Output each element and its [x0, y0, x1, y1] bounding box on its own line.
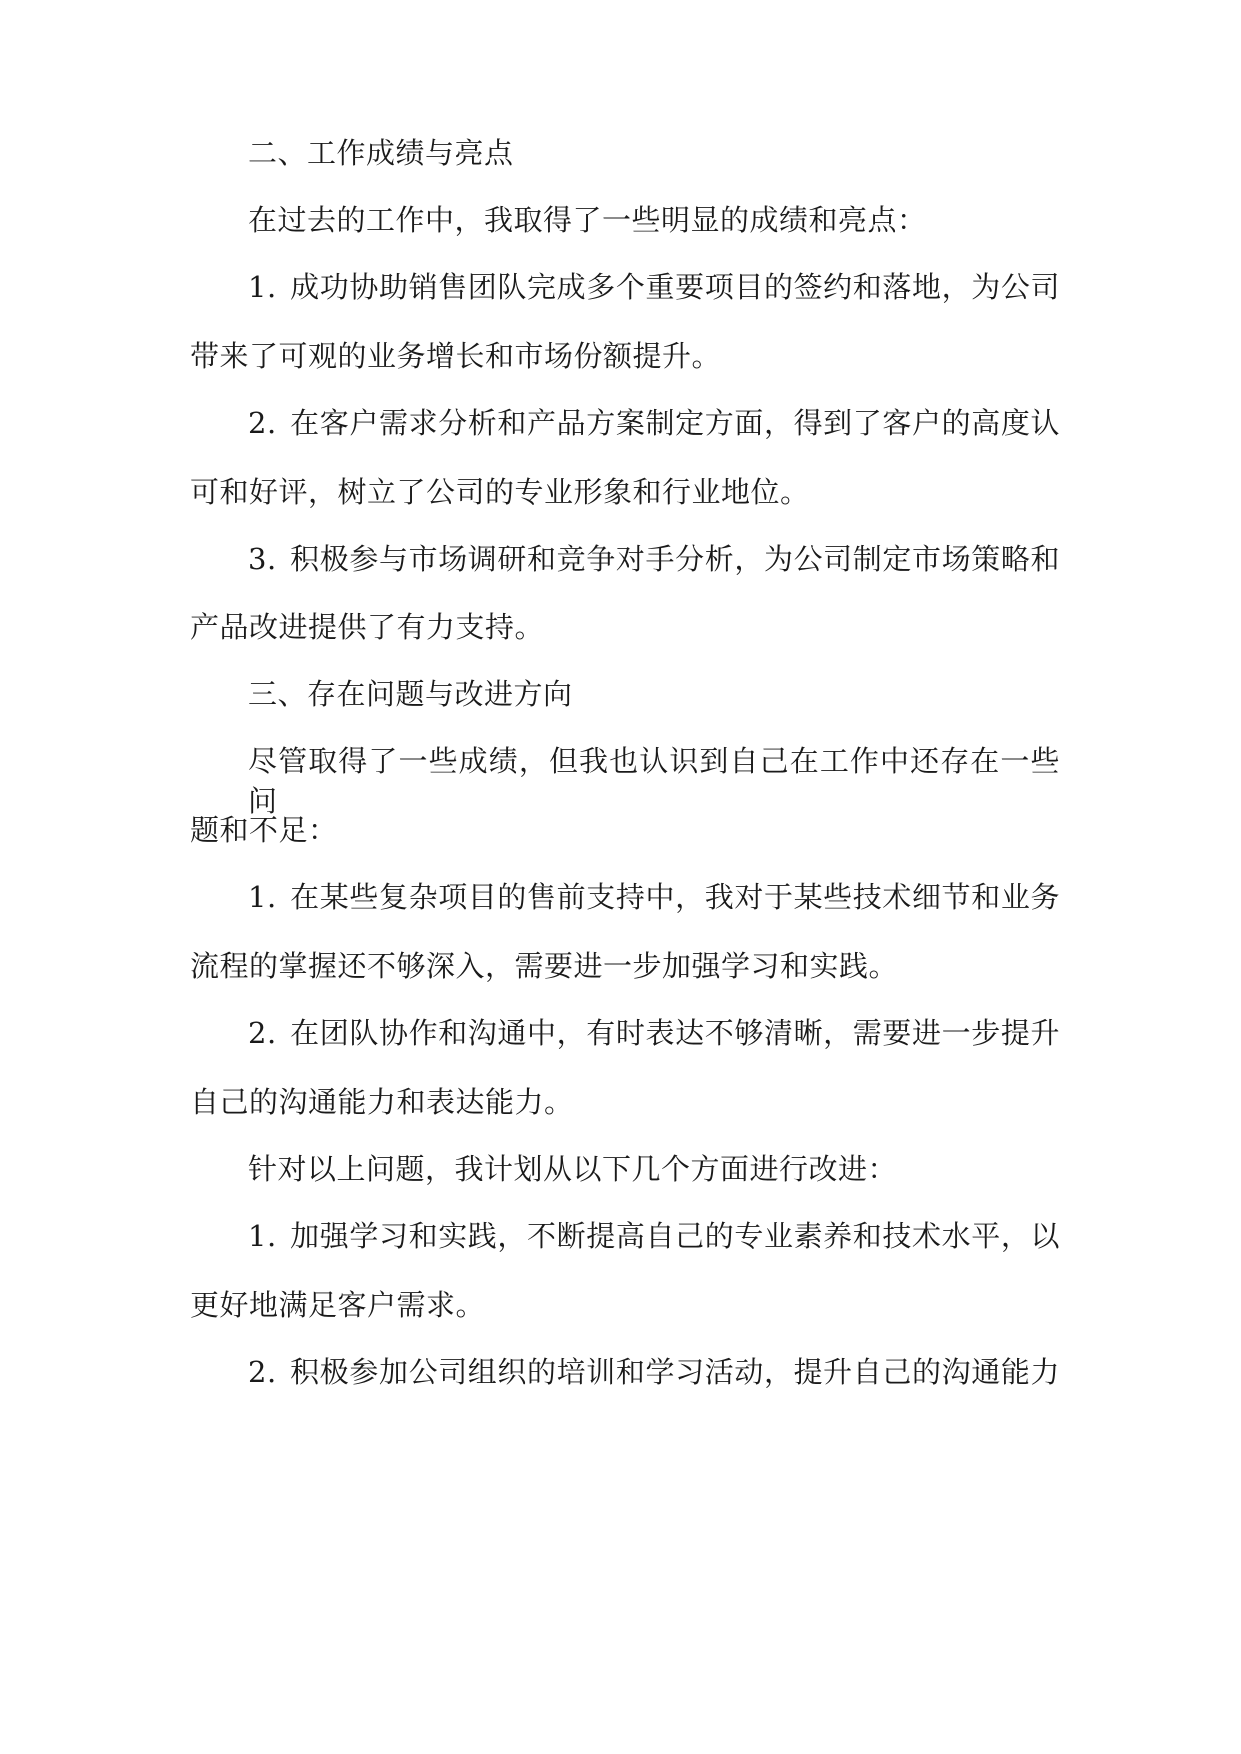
plan-intro: 针对以上问题，我计划从以下几个方面进行改进： — [248, 1152, 898, 1186]
problem-item-2 — [248, 1013, 1060, 1053]
list-item-text: 加强学习和实践，不断提高自己的专业素养和技术水平，以 — [290, 1219, 1060, 1253]
problems-intro-continued: 题和不足： — [190, 813, 338, 847]
list-number: 2. — [248, 1016, 277, 1050]
section-heading-problems: 三、存在问题与改进方向 — [248, 677, 573, 711]
achievement-item-1 — [248, 267, 1060, 307]
list-number: 2. — [248, 1355, 277, 1389]
achievement-item-3 — [248, 539, 1060, 579]
list-item-text: 在某些复杂项目的售前支持中，我对于某些技术细节和业务 — [290, 880, 1060, 914]
list-number: 1. — [248, 880, 277, 914]
achievement-item-2 — [248, 403, 1060, 443]
problem-item-1-continued: 流程的掌握还不够深入，需要进一步加强学习和实践。 — [190, 949, 899, 983]
list-number: 2. — [248, 406, 277, 440]
achievement-item-1-continued: 带来了可观的业务增长和市场份额提升。 — [190, 339, 722, 373]
list-item-text: 成功协助销售团队完成多个重要项目的签约和落地，为公司 — [290, 270, 1060, 304]
problem-item-2-continued: 自己的沟通能力和表达能力。 — [190, 1085, 574, 1119]
plan-item-1 — [248, 1216, 1060, 1256]
plan-item-2 — [248, 1352, 1060, 1392]
list-item-text: 在客户需求分析和产品方案制定方面，得到了客户的高度认 — [290, 406, 1060, 440]
section-heading-achievements: 二、工作成绩与亮点 — [248, 136, 514, 170]
list-item-text: 积极参与市场调研和竞争对手分析，为公司制定市场策略和 — [290, 542, 1060, 576]
achievement-item-2-continued: 可和好评，树立了公司的专业形象和行业地位。 — [190, 475, 810, 509]
list-number: 3. — [248, 542, 277, 576]
list-item-text: 积极参加公司组织的培训和学习活动，提升自己的沟通能力 — [290, 1355, 1060, 1389]
achievement-item-3-continued: 产品改进提供了有力支持。 — [190, 610, 545, 644]
list-number: 1. — [248, 1219, 277, 1253]
problem-item-1 — [248, 877, 1060, 917]
problems-intro: 尽管取得了一些成绩，但我也认识到自己在工作中还存在一些问 — [248, 744, 1060, 818]
list-item-text: 在团队协作和沟通中，有时表达不够清晰，需要进一步提升 — [290, 1016, 1060, 1050]
achievements-intro: 在过去的工作中，我取得了一些明显的成绩和亮点： — [248, 203, 927, 237]
plan-item-1-continued: 更好地满足客户需求。 — [190, 1288, 486, 1322]
list-number: 1. — [248, 270, 277, 304]
